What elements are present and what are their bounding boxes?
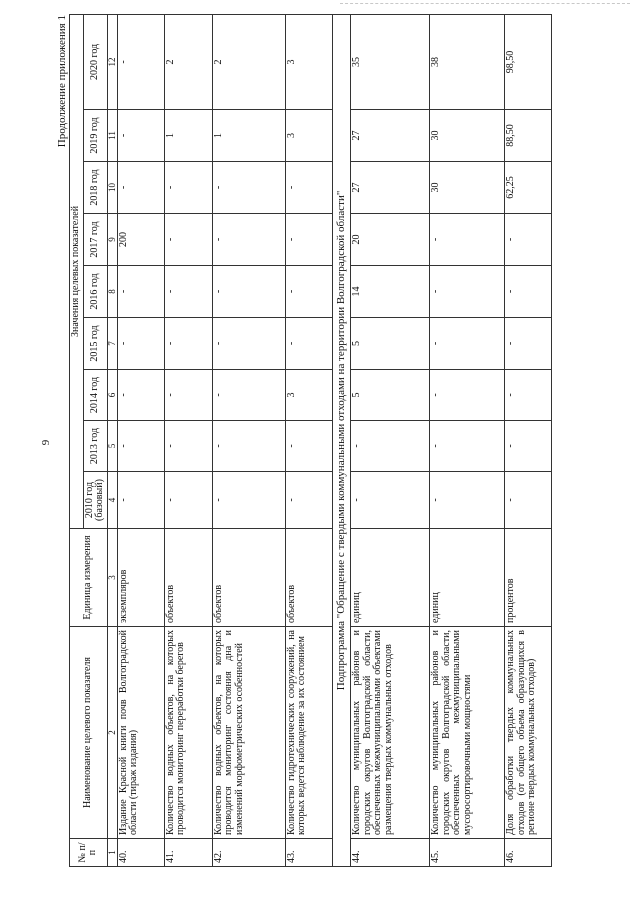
row-value: 38 [430, 14, 505, 109]
header-year: 2020 год [83, 14, 107, 109]
table-row [351, 14, 430, 866]
row-value: 35 [351, 14, 430, 109]
index-cell: 11 [107, 110, 117, 162]
header-num: № п/п [70, 839, 108, 867]
row-value: - [117, 318, 164, 370]
row-value: 1 [164, 110, 212, 162]
header-year: 2015 год [83, 318, 107, 370]
rotated-page [40, 15, 600, 870]
row-value: 3 [285, 370, 332, 421]
page-number: 9 [40, 439, 52, 446]
row-value: - [117, 14, 164, 109]
row-value: - [430, 472, 505, 529]
row-value: - [505, 266, 552, 318]
header-row-1 [70, 14, 84, 866]
index-cell: 7 [107, 318, 117, 370]
row-unit: объектов [164, 529, 212, 627]
row-unit: объектов [212, 529, 285, 627]
row-value: - [164, 214, 212, 266]
index-cell: 3 [107, 529, 117, 627]
indicators-table [69, 14, 552, 867]
row-unit: единиц [430, 529, 505, 627]
row-value: - [505, 472, 552, 529]
row-value: 27 [351, 110, 430, 162]
row-num: 44. [351, 839, 430, 867]
row-value: 14 [351, 266, 430, 318]
column-index-row [107, 14, 117, 866]
row-num: 46. [505, 839, 552, 867]
row-value: - [351, 472, 430, 529]
header-year: 2013 год [83, 421, 107, 472]
row-value: 5 [351, 370, 430, 421]
row-value: - [117, 421, 164, 472]
row-unit: объектов [285, 529, 332, 627]
index-cell: 6 [107, 370, 117, 421]
row-name: Количество водных объектов, на которых проводится мониторинг переработки берегов [164, 627, 212, 839]
row-name: Количество гидротехнических сооружений, на которых ведется наблюдение за их состоянием [285, 627, 332, 839]
row-num: 42. [212, 839, 285, 867]
index-cell: 1 [107, 839, 117, 867]
header-year: 2019 год [83, 110, 107, 162]
row-value: 200 [117, 214, 164, 266]
header-year: 2017 год [83, 214, 107, 266]
row-value: - [164, 472, 212, 529]
table-row [285, 14, 332, 866]
row-value: - [505, 421, 552, 472]
row-value: 62,25 [505, 162, 552, 214]
row-num: 40. [117, 839, 164, 867]
header-year: 2010 год (базовый) [83, 472, 107, 529]
row-name: Количество водных объектов, на которых проводится мониторинг состояния дна и изменений морфометрических особенностей [212, 627, 285, 839]
row-value: 2 [164, 14, 212, 109]
row-value: - [212, 421, 285, 472]
row-unit: процентов [505, 529, 552, 627]
subprogram-row [332, 14, 351, 866]
row-value: - [430, 214, 505, 266]
row-unit: единиц [351, 529, 430, 627]
row-value: - [117, 162, 164, 214]
row-value: - [285, 266, 332, 318]
row-value: 30 [430, 162, 505, 214]
row-value: 27 [351, 162, 430, 214]
row-value: - [430, 370, 505, 421]
row-value: 98,50 [505, 14, 552, 109]
header-year: 2018 год [83, 162, 107, 214]
top-dashed-line [340, 3, 630, 4]
row-value: - [430, 318, 505, 370]
header-year: 2016 год [83, 266, 107, 318]
row-value: - [117, 266, 164, 318]
subprogram-title: Подпрограмма "Обращение с твердыми коммунальными отходами на территории Волгоградской области" [332, 14, 351, 866]
table-row [430, 14, 505, 866]
row-value: 88,50 [505, 110, 552, 162]
row-value: - [285, 318, 332, 370]
row-value: - [285, 162, 332, 214]
row-value: - [212, 318, 285, 370]
header-name: Наименование целевого показателя [70, 627, 108, 839]
row-value: - [212, 472, 285, 529]
row-value: - [505, 214, 552, 266]
table-row [117, 14, 164, 866]
row-value: - [351, 421, 430, 472]
row-value: - [505, 318, 552, 370]
index-cell: 8 [107, 266, 117, 318]
row-value: - [430, 266, 505, 318]
row-value: - [212, 370, 285, 421]
row-value: - [285, 214, 332, 266]
row-value: - [212, 214, 285, 266]
header-unit: Единица измерения [70, 529, 108, 627]
table-row [164, 14, 212, 866]
row-name: Доля обработки твердых коммунальных отходов (от общего объема образующихся в регионе твердых коммунальных отходов) [505, 627, 552, 839]
index-cell: 4 [107, 472, 117, 529]
index-cell: 9 [107, 214, 117, 266]
row-value: - [117, 370, 164, 421]
row-value: - [164, 318, 212, 370]
row-value: - [285, 472, 332, 529]
row-value: - [505, 370, 552, 421]
row-value: 3 [285, 110, 332, 162]
row-name: Количество муниципальных районов и городских округов Волгоградской области, обеспеченных межмуниципальными объектами размещения твердых коммунальных отходов [351, 627, 430, 839]
row-value: - [285, 421, 332, 472]
row-value: - [117, 110, 164, 162]
row-value: - [164, 421, 212, 472]
index-cell: 10 [107, 162, 117, 214]
row-value: - [164, 370, 212, 421]
row-value: 30 [430, 110, 505, 162]
row-num: 45. [430, 839, 505, 867]
row-value: - [212, 162, 285, 214]
index-cell: 2 [107, 627, 117, 839]
row-value: 1 [212, 110, 285, 162]
row-value: - [164, 162, 212, 214]
row-value: - [164, 266, 212, 318]
row-name: Издание Красной книги почв Волгоградской области (тираж издания) [117, 627, 164, 839]
index-cell: 5 [107, 421, 117, 472]
row-value: - [117, 472, 164, 529]
table-row [505, 14, 552, 866]
row-unit: экземпляров [117, 529, 164, 627]
header-group: Значения целевых показателей [70, 14, 84, 528]
index-cell: 12 [107, 14, 117, 109]
row-value: 5 [351, 318, 430, 370]
row-value: 20 [351, 214, 430, 266]
row-num: 43. [285, 839, 332, 867]
row-value: 3 [285, 14, 332, 109]
table-row [212, 14, 285, 866]
header-year: 2014 год [83, 370, 107, 421]
continuation-note: Продолжение приложения 1 [56, 15, 68, 148]
row-value: - [212, 266, 285, 318]
row-num: 41. [164, 839, 212, 867]
row-value: - [430, 421, 505, 472]
row-name: Количество муниципальных районов и городских округов Волгоградской области, обеспеченных межмуниципальными мусоросортировочными мощностями [430, 627, 505, 839]
row-value: 2 [212, 14, 285, 109]
